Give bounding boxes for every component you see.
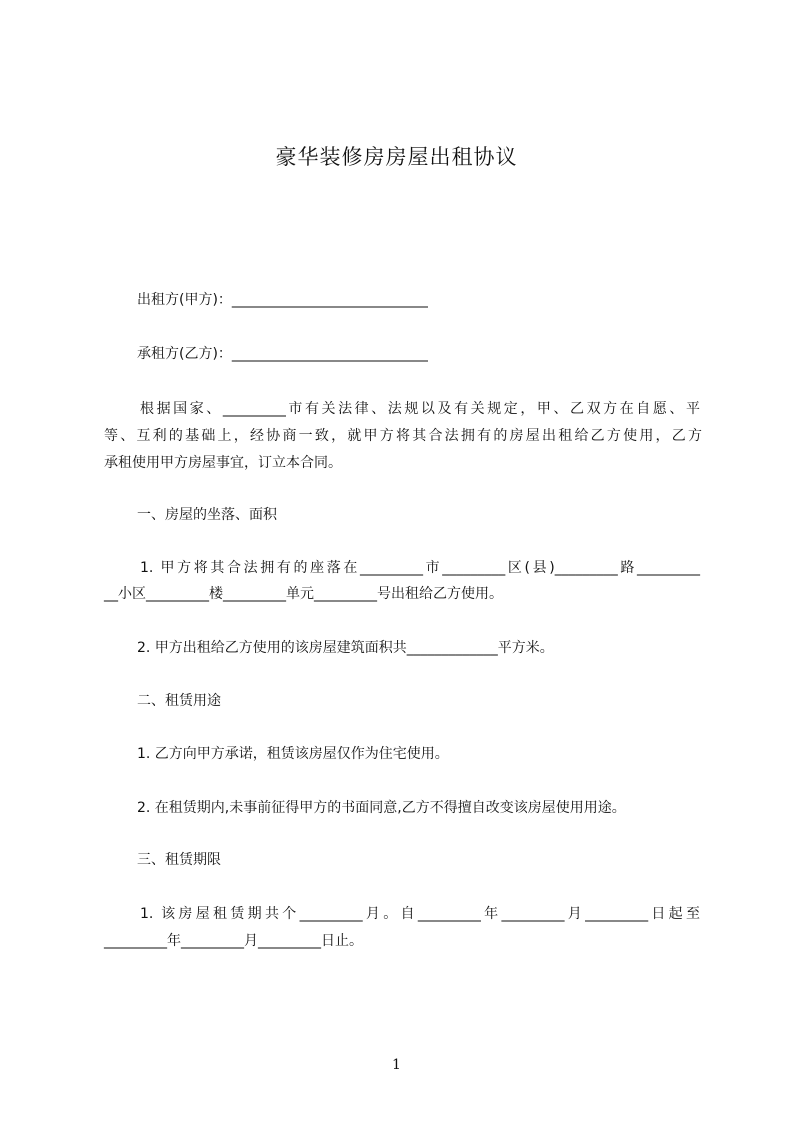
section-2-heading: 二、租赁用途 (137, 693, 221, 709)
section-2-item-2: 2. 在租赁期内,未事前征得甲方的书面同意,乙方不得擅自改变该房屋使用用途。 (137, 800, 626, 816)
section-3-item-1-line-2: _________年_________月_________日止。 (104, 933, 363, 949)
party-a-line: 出租方(甲方)：____________________________ (137, 292, 428, 308)
section-1-item-1-line-2: __小区_________楼_________单元_________号出租给乙方使用。 (104, 586, 503, 602)
section-3-heading: 三、租赁期限 (137, 852, 221, 868)
section-2-item-1: 1. 乙方向甲方承诺，租赁该房屋仅作为住宅使用。 (137, 746, 449, 762)
preamble-line-3: 承租使用甲方房屋事宜，订立本合同。 (104, 455, 342, 471)
document-title: 豪华装修房房屋出租协议 (275, 145, 518, 169)
page-number: 1 (392, 1057, 401, 1073)
section-1-item-2: 2. 甲方出租给乙方使用的该房屋建筑面积共_____________平方米。 (137, 640, 554, 656)
section-3-item-1-line-1: 1. 该房屋租赁期共个_________月。自_________年_________月_________日起至 (140, 906, 700, 922)
preamble-line-2: 等、互利的基础上，经协商一致，就甲方将其合法拥有的房屋出租给乙方使用，乙方 (104, 428, 702, 444)
section-1-item-1-line-1: 1. 甲方将其合法拥有的座落在_________市_________区(县)_________路_________ (140, 560, 700, 576)
preamble-line-1: 根据国家、_________市有关法律、法规以及有关规定，甲、乙双方在自愿、平 (140, 401, 700, 417)
party-b-line: 承租方(乙方)：____________________________ (137, 346, 428, 362)
section-1-heading: 一、房屋的坐落、面积 (137, 507, 277, 523)
